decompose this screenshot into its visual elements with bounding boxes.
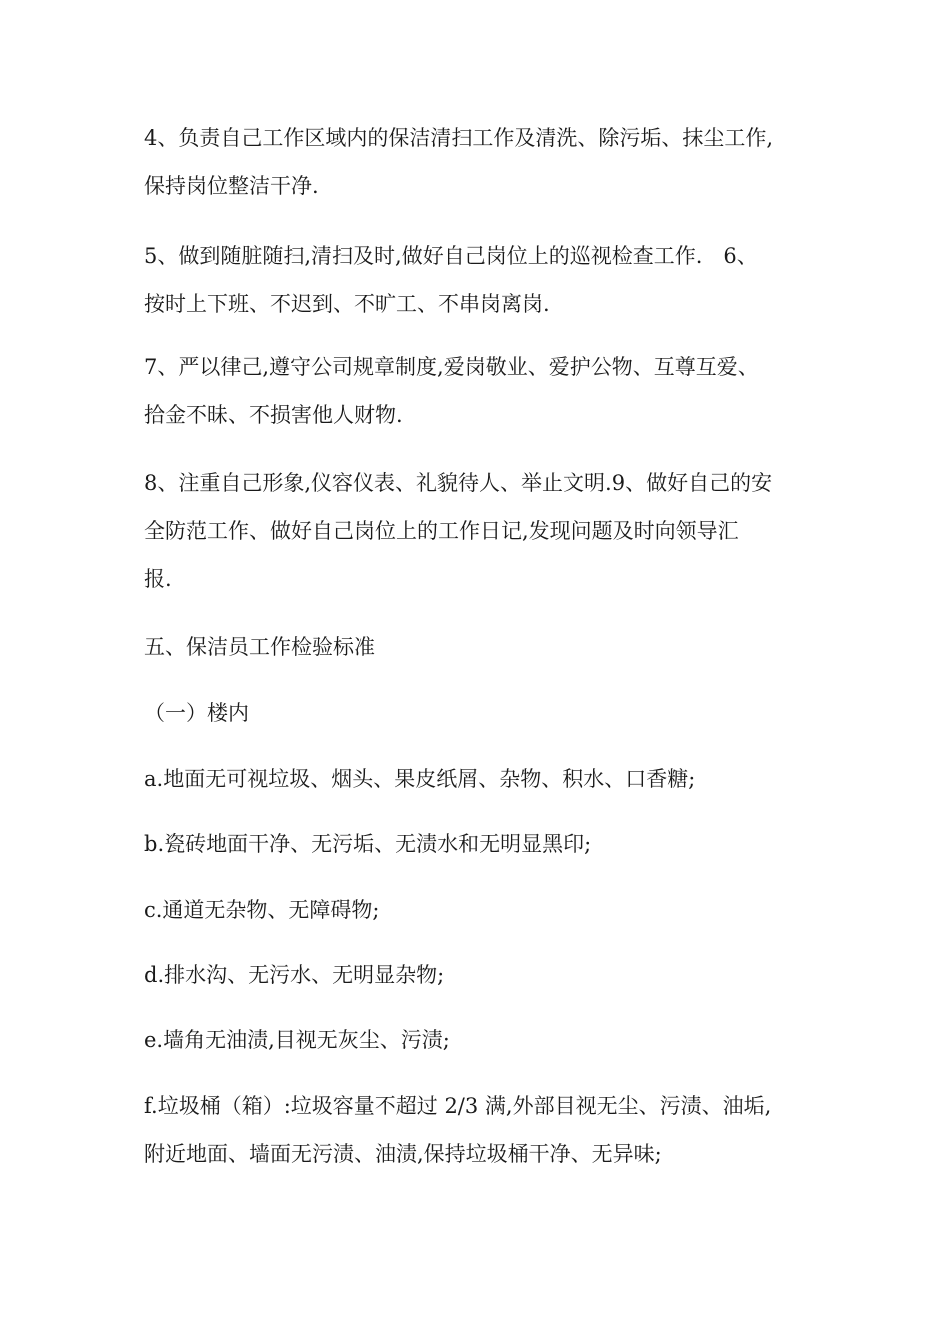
paragraph-item-5-6 bbox=[144, 232, 824, 328]
text-line: e.墙角无油渍,目视无灰尘、污渍; bbox=[144, 1028, 450, 1052]
text-line: 8、注重自己形象,仪容仪表、礼貌待人、举止文明.9、做好自己的安 bbox=[144, 471, 773, 495]
standard-item-d bbox=[144, 951, 824, 999]
text-line: 按时上下班、不迟到、不旷工、不串岗离岗. bbox=[144, 292, 550, 316]
text-line: 保持岗位整洁干净. bbox=[144, 174, 319, 198]
paragraph-item-4 bbox=[144, 114, 824, 210]
standard-item-c bbox=[144, 886, 824, 934]
text-line: 附近地面、墙面无污渍、油渍,保持垃圾桶干净、无异味; bbox=[144, 1142, 662, 1166]
text-line: 4、负责自己工作区域内的保洁清扫工作及清洗、除污垢、抹尘工作, bbox=[144, 126, 774, 150]
paragraph-item-8-9 bbox=[144, 459, 824, 603]
text-line: f.垃圾桶（箱）:垃圾容量不超过 2/3 满,外部目视无尘、污渍、油垢, bbox=[144, 1094, 772, 1118]
text-line: c.通道无杂物、无障碍物; bbox=[144, 898, 380, 922]
standard-item-b bbox=[144, 820, 824, 868]
section-heading bbox=[144, 623, 824, 671]
text-line: d.排水沟、无污水、无明显杂物; bbox=[144, 963, 445, 987]
text-line: 7、严以律己,遵守公司规章制度,爱岗敬业、爱护公物、互尊互爱、 bbox=[144, 355, 759, 379]
paragraph-item-7 bbox=[144, 343, 824, 439]
text-line: 拾金不昧、不损害他人财物. bbox=[144, 403, 403, 427]
text-line: b.瓷砖地面干净、无污垢、无渍水和无明显黑印; bbox=[144, 832, 592, 856]
text-line: a.地面无可视垃圾、烟头、果皮纸屑、杂物、积水、口香糖; bbox=[144, 767, 696, 791]
text-line: 5、做到随脏随扫,清扫及时,做好自己岗位上的巡视检查工作. 6、 bbox=[144, 244, 758, 268]
subsection-heading bbox=[144, 689, 824, 737]
text-line: 报. bbox=[144, 567, 172, 591]
text-line: （一）楼内 bbox=[144, 701, 249, 725]
standard-item-a bbox=[144, 755, 824, 803]
standard-item-f bbox=[144, 1082, 824, 1178]
text-line: 五、保洁员工作检验标准 bbox=[144, 635, 375, 659]
standard-item-e bbox=[144, 1016, 824, 1064]
text-line: 全防范工作、做好自己岗位上的工作日记,发现问题及时向领导汇 bbox=[144, 519, 739, 543]
